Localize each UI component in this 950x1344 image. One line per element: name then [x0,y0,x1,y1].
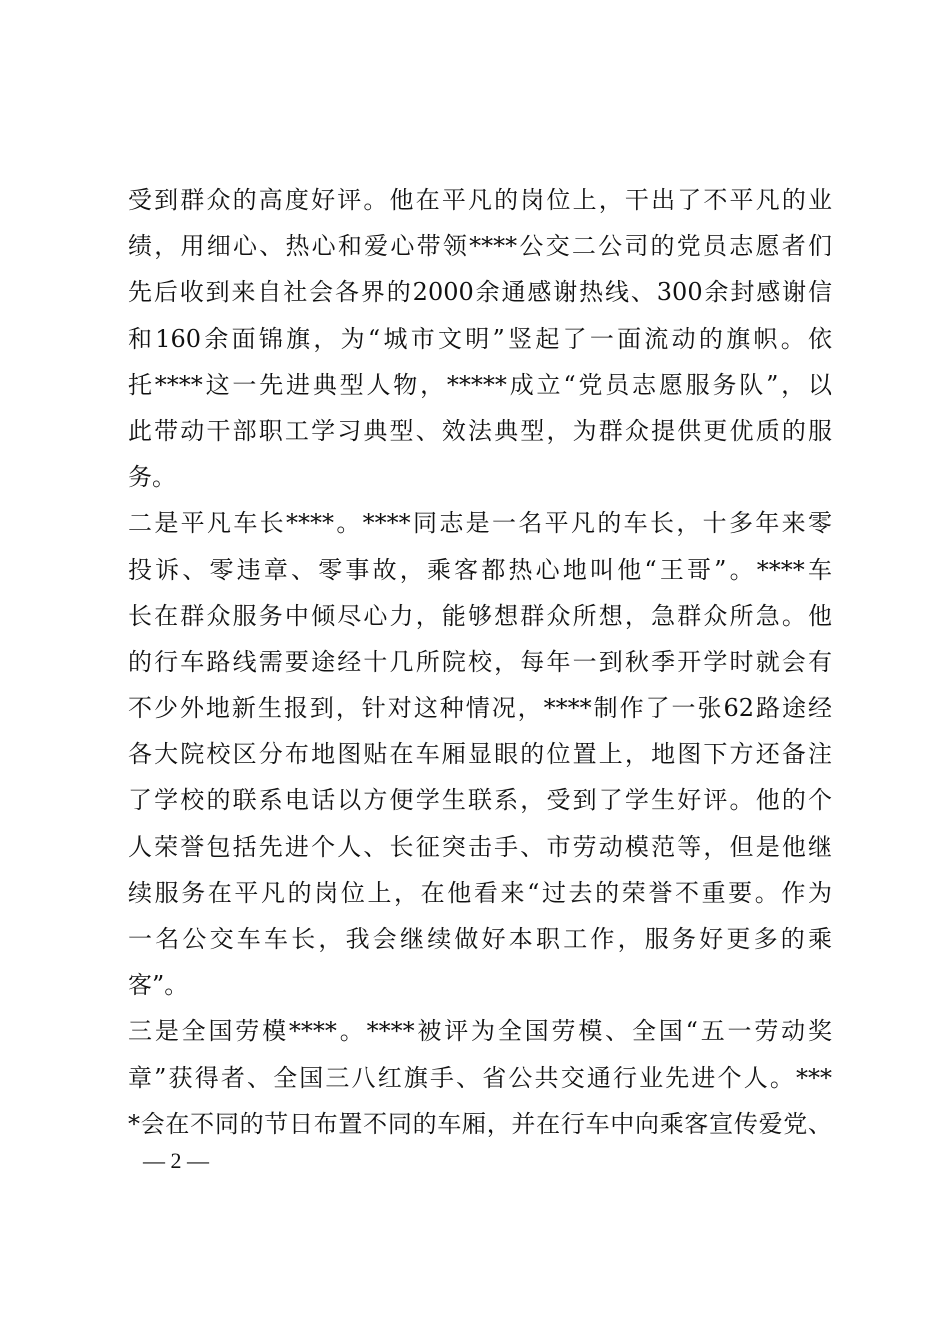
text-line: 二是平凡车长****。****同志是一名平凡的车长，十多年来零 [128,509,832,538]
document-body [128,177,832,1147]
text-line: 务。 [128,463,176,492]
text-line: 此带动干部职工学习典型、效法典型，为群众提供更优质的服 [128,416,832,445]
text-line: 客”。 [128,971,189,1000]
text-line: 绩，用细心、热心和爱心带领****公交二公司的党员志愿者们 [128,232,832,261]
text-line: 人荣誉包括先进个人、长征突击手、市劳动模范等，但是他继 [128,832,832,861]
text-line: 各大院校区分布地图贴在车厢显眼的位置上，地图下方还备注 [128,740,832,769]
text-line: 的行车路线需要途经十几所院校，每年一到秋季开学时就会有 [128,647,832,676]
text-line: 投诉、零违章、零事故，乘客都热心地叫他“王哥”。****车 [128,555,832,584]
text-line: 受到群众的高度好评。他在平凡的岗位上，干出了不平凡的业 [128,186,832,214]
text-line: 章”获得者、全国三八红旗手、省公共交通行业先进个人。*** [128,1063,832,1092]
text-line: 了学校的联系电话以方便学生联系，受到了学生好评。他的个 [128,786,832,815]
text-line: 三是全国劳模****。****被评为全国劳模、全国“五一劳动奖 [128,1017,832,1046]
text-line: 托****这一先进典型人物，*****成立“党员志愿服务队”，以 [128,370,832,399]
text-line: 和160余面锦旗，为“城市文明”竖起了一面流动的旗帜。依 [128,324,832,353]
text-line: 不少外地新生报到，针对这种情况，****制作了一张62路途经 [128,694,832,723]
text-line: 先后收到来自社会各界的2000余通感谢热线、300余封感谢信 [128,278,832,307]
text-line: *会在不同的节日布置不同的车厢，并在行车中向乘客宣传爱党、 [128,1109,832,1138]
page-number: — 2 — [143,1148,209,1173]
text-line: 续服务在平凡的岗位上，在他看来“过去的荣誉不重要。作为 [128,878,832,907]
text-line: 长在群众服务中倾尽心力，能够想群众所想，急群众所急。他 [128,601,832,630]
text-line: 一名公交车车长，我会继续做好本职工作，服务好更多的乘 [128,925,832,953]
